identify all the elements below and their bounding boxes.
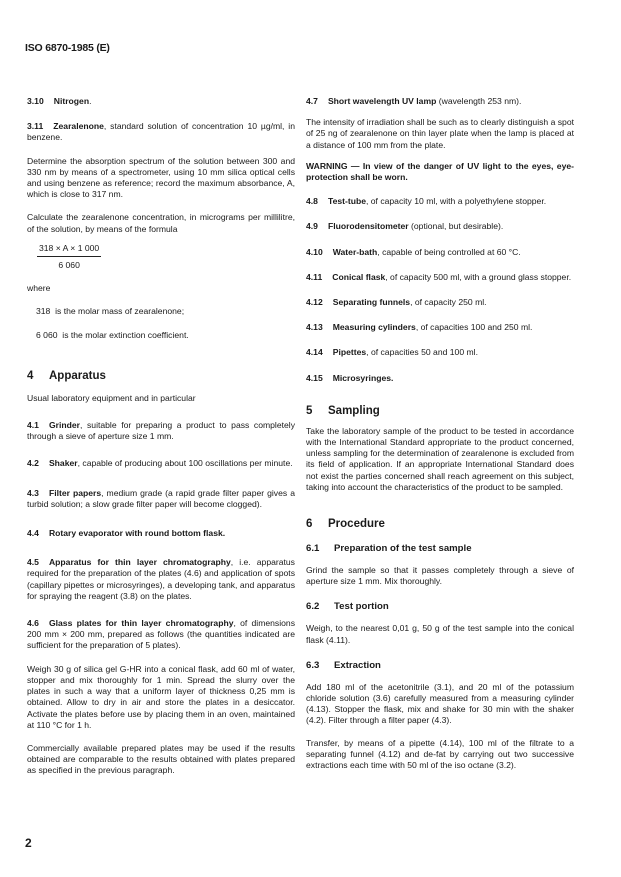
item-4-1 bbox=[27, 420, 295, 442]
paragraph-commercial: Commercially available prepared plates may be used if the results obtained are comparable to the results obtained with plates prepared as specified in the previous paragraph. bbox=[27, 742, 295, 776]
item-4-3 bbox=[27, 488, 295, 510]
paragraph-intensity: The intensity of irradiation shall be such as to clearly distinguish a spot of 25 ng of zearalenone on thin layer plate when the lamp is placed at a distance of 100 mm from the plate. bbox=[306, 117, 574, 150]
item-number: 4.6 bbox=[27, 618, 39, 629]
item-4-14 bbox=[306, 347, 574, 358]
item-term: Glass plates for thin layer chromatography bbox=[48, 618, 234, 629]
section-4-heading bbox=[27, 369, 295, 383]
paragraph-6-1: Grind the sample so that it passes completely through a sieve of aperture size 1 mm. Mix thoroughly. bbox=[306, 565, 574, 587]
item-number: 4.15 bbox=[306, 372, 323, 383]
document-header: ISO 6870-1985 (E) bbox=[25, 42, 110, 54]
item-text: , capable of being controlled at 60 °C. bbox=[377, 246, 521, 257]
paragraph-6-3-add: Add 180 ml of the acetonitrile (3.1), and 20 ml of the potassium chloride solution (3.6) carefully measured from a measuring cylinder (4.13). Stopper the flask, mix and shake for 30 min with the shaker (4.2). Filter through a filter paper (4.3). bbox=[306, 681, 574, 726]
definition-symbol: 6 060 bbox=[36, 329, 58, 340]
section-6-heading bbox=[306, 517, 574, 531]
item-4-4 bbox=[27, 528, 295, 539]
item-term: Conical flask bbox=[332, 271, 386, 282]
item-3-10 bbox=[27, 96, 295, 107]
item-term: Microsyringes. bbox=[332, 372, 394, 383]
item-term: Fluorodensitometer bbox=[327, 221, 409, 232]
concentration-formula bbox=[37, 243, 101, 271]
definition-symbol: 318 bbox=[36, 306, 51, 317]
item-4-13 bbox=[306, 322, 574, 333]
section-title: Procedure bbox=[328, 518, 385, 531]
item-4-15 bbox=[306, 373, 574, 384]
item-number: 4.14 bbox=[306, 347, 323, 358]
item-term: Test-tube bbox=[327, 196, 366, 207]
item-4-6 bbox=[27, 618, 295, 652]
item-4-12 bbox=[306, 297, 574, 308]
formula-numerator: 318 × A × 1 000 bbox=[37, 243, 101, 257]
item-number: 3.11 bbox=[27, 121, 44, 132]
item-term: Measuring cylinders bbox=[332, 322, 416, 333]
definition-text: is the molar mass of zearalenone; bbox=[55, 306, 185, 317]
paragraph-sampling: Take the laboratory sample of the product to be tested in accordance with the International Standard appropriate to the product concerned, unless sampling for the determination of zearalenone is excluded from its field of application. If an appropriate International Standard does not exist the parties concerned shall reach agreement on this subject, taking into account the characteristics of the product to be sampled. bbox=[306, 425, 574, 492]
item-4-5 bbox=[27, 557, 295, 602]
subsection-number: 6.2 bbox=[306, 601, 320, 613]
item-text: , i.e. apparatus required for the preparation of the plates (4.6) and application of spots (capillary pipettes or microsyringes), a developing tank, and apparatus for spraying the reagent (3.8) on the plates. bbox=[27, 557, 295, 601]
where-label: where bbox=[27, 283, 51, 294]
item-number: 4.3 bbox=[27, 487, 39, 498]
item-number: 4.10 bbox=[306, 246, 323, 257]
section-5-heading bbox=[306, 404, 574, 418]
subsection-6-3-heading bbox=[306, 660, 574, 672]
item-term: Short wavelength UV lamp bbox=[327, 96, 437, 106]
section-title: Sampling bbox=[328, 404, 380, 417]
item-number: 4.2 bbox=[27, 458, 39, 469]
item-text: , capable of producing about 100 oscillations per minute. bbox=[77, 458, 293, 469]
item-term: Rotary evaporator with round bottom flask. bbox=[48, 528, 226, 539]
item-text: , of dimensions 200 mm × 200 mm, prepared as follows (the quantities indicated are sufficient for the preparation of 5 plates). bbox=[27, 618, 295, 651]
subsection-number: 6.1 bbox=[306, 543, 320, 555]
item-4-11 bbox=[306, 272, 574, 283]
item-term: Apparatus for thin layer chromatography bbox=[48, 557, 231, 568]
item-text: , of capacities 100 and 250 ml. bbox=[415, 322, 533, 333]
item-number: 4.4 bbox=[27, 528, 39, 539]
item-term: Water-bath bbox=[332, 246, 378, 257]
subsection-6-1-heading bbox=[306, 543, 574, 555]
item-4-2 bbox=[27, 458, 295, 469]
item-term: Zearalenone bbox=[53, 121, 104, 132]
item-number: 4.7 bbox=[306, 96, 318, 106]
item-term: Shaker bbox=[48, 458, 78, 469]
warning-note: WARNING — In view of the danger of UV light to the eyes, eye-protection shall be worn. bbox=[306, 160, 574, 183]
item-term: Filter papers bbox=[48, 487, 102, 498]
formula-denominator: 6 060 bbox=[58, 260, 80, 271]
item-number: 4.12 bbox=[306, 297, 323, 308]
item-text: , of capacities 50 and 100 ml. bbox=[366, 347, 478, 358]
right-column bbox=[306, 96, 574, 771]
item-4-10 bbox=[306, 247, 574, 258]
item-term: Separating funnels bbox=[332, 297, 411, 308]
item-4-7 bbox=[306, 96, 574, 107]
section-number: 6 bbox=[306, 518, 313, 531]
item-text: . bbox=[89, 96, 92, 106]
apparatus-intro: Usual laboratory equipment and in particular bbox=[27, 392, 196, 403]
subsection-number: 6.3 bbox=[306, 659, 320, 671]
definition-6060 bbox=[36, 330, 295, 341]
left-column bbox=[27, 96, 295, 777]
item-text: , suitable for preparing a product to pass completely through a sieve of aperture size 1 mm. bbox=[27, 420, 295, 442]
item-text: , of capacity 250 ml. bbox=[410, 297, 487, 308]
definition-318 bbox=[36, 306, 295, 317]
item-number: 4.8 bbox=[306, 196, 318, 207]
item-term: Pipettes bbox=[332, 347, 367, 358]
item-text: , medium grade (a rapid grade filter paper gives a turbid solution; a slow grade filter paper will become clogged). bbox=[27, 487, 295, 509]
page-number: 2 bbox=[25, 836, 32, 850]
paragraph-absorption: Determine the absorption spectrum of the solution between 300 and 330 nm by means of a spectrometer, using 10 mm silica optical cells and using benzene as reference; record the maximum absorbance, A, which is close to 317 nm. bbox=[27, 155, 295, 200]
paragraph-6-2: Weigh, to the nearest 0,01 g, 50 g of the test sample into the conical flask (4.11). bbox=[306, 623, 574, 645]
item-4-9 bbox=[306, 221, 574, 232]
item-4-8 bbox=[306, 196, 574, 207]
item-text: , of capacity 10 ml, with a polyethylene stopper. bbox=[366, 196, 547, 207]
item-3-11 bbox=[27, 121, 295, 143]
subsection-6-2-heading bbox=[306, 601, 574, 613]
section-title: Apparatus bbox=[49, 369, 106, 382]
item-text: , standard solution of concentration 10 µg/ml, in benzene. bbox=[27, 121, 295, 143]
item-number: 4.13 bbox=[306, 322, 323, 333]
item-number: 4.1 bbox=[27, 420, 39, 431]
paragraph-6-3-transfer: Transfer, by means of a pipette (4.14), 100 ml of the filtrate to a separating funnel (4.12) and de-fat by carrying out two successive extractions each time with 50 ml of the iso octane (3.2). bbox=[306, 737, 574, 771]
item-text: , of capacity 500 ml, with a ground glass stopper. bbox=[385, 271, 572, 282]
paragraph-calculate: Calculate the zearalenone concentration, in micrograms per millilitre, of the solution, by means of the formula bbox=[27, 212, 295, 234]
item-text: (optional, but desirable). bbox=[408, 221, 504, 232]
definition-text: is the molar extinction coefficient. bbox=[62, 329, 189, 340]
item-text: (wavelength 253 nm). bbox=[436, 96, 522, 106]
item-number: 4.11 bbox=[306, 271, 323, 282]
item-number: 4.9 bbox=[306, 221, 318, 232]
item-term: Grinder bbox=[48, 420, 80, 431]
subsection-title: Preparation of the test sample bbox=[334, 543, 472, 555]
subsection-title: Test portion bbox=[334, 601, 389, 613]
paragraph-weigh: Weigh 30 g of silica gel G-HR into a conical flask, add 60 ml of water, stopper and mix thoroughly for 1 min. Spread the slurry over the plates in such a way that a uniform layer of thickness 0,25 mm is obtained. Allow to dry in air and store the plates in a desiccator. Activate the plates before use by placing them in an oven, maintained at 110 °C for 1 h. bbox=[27, 663, 295, 730]
item-term: Nitrogen bbox=[53, 96, 90, 106]
section-number: 4 bbox=[27, 369, 34, 382]
section-number: 5 bbox=[306, 404, 313, 417]
item-number: 3.10 bbox=[27, 96, 44, 106]
item-number: 4.5 bbox=[27, 557, 39, 568]
subsection-title: Extraction bbox=[334, 659, 381, 671]
